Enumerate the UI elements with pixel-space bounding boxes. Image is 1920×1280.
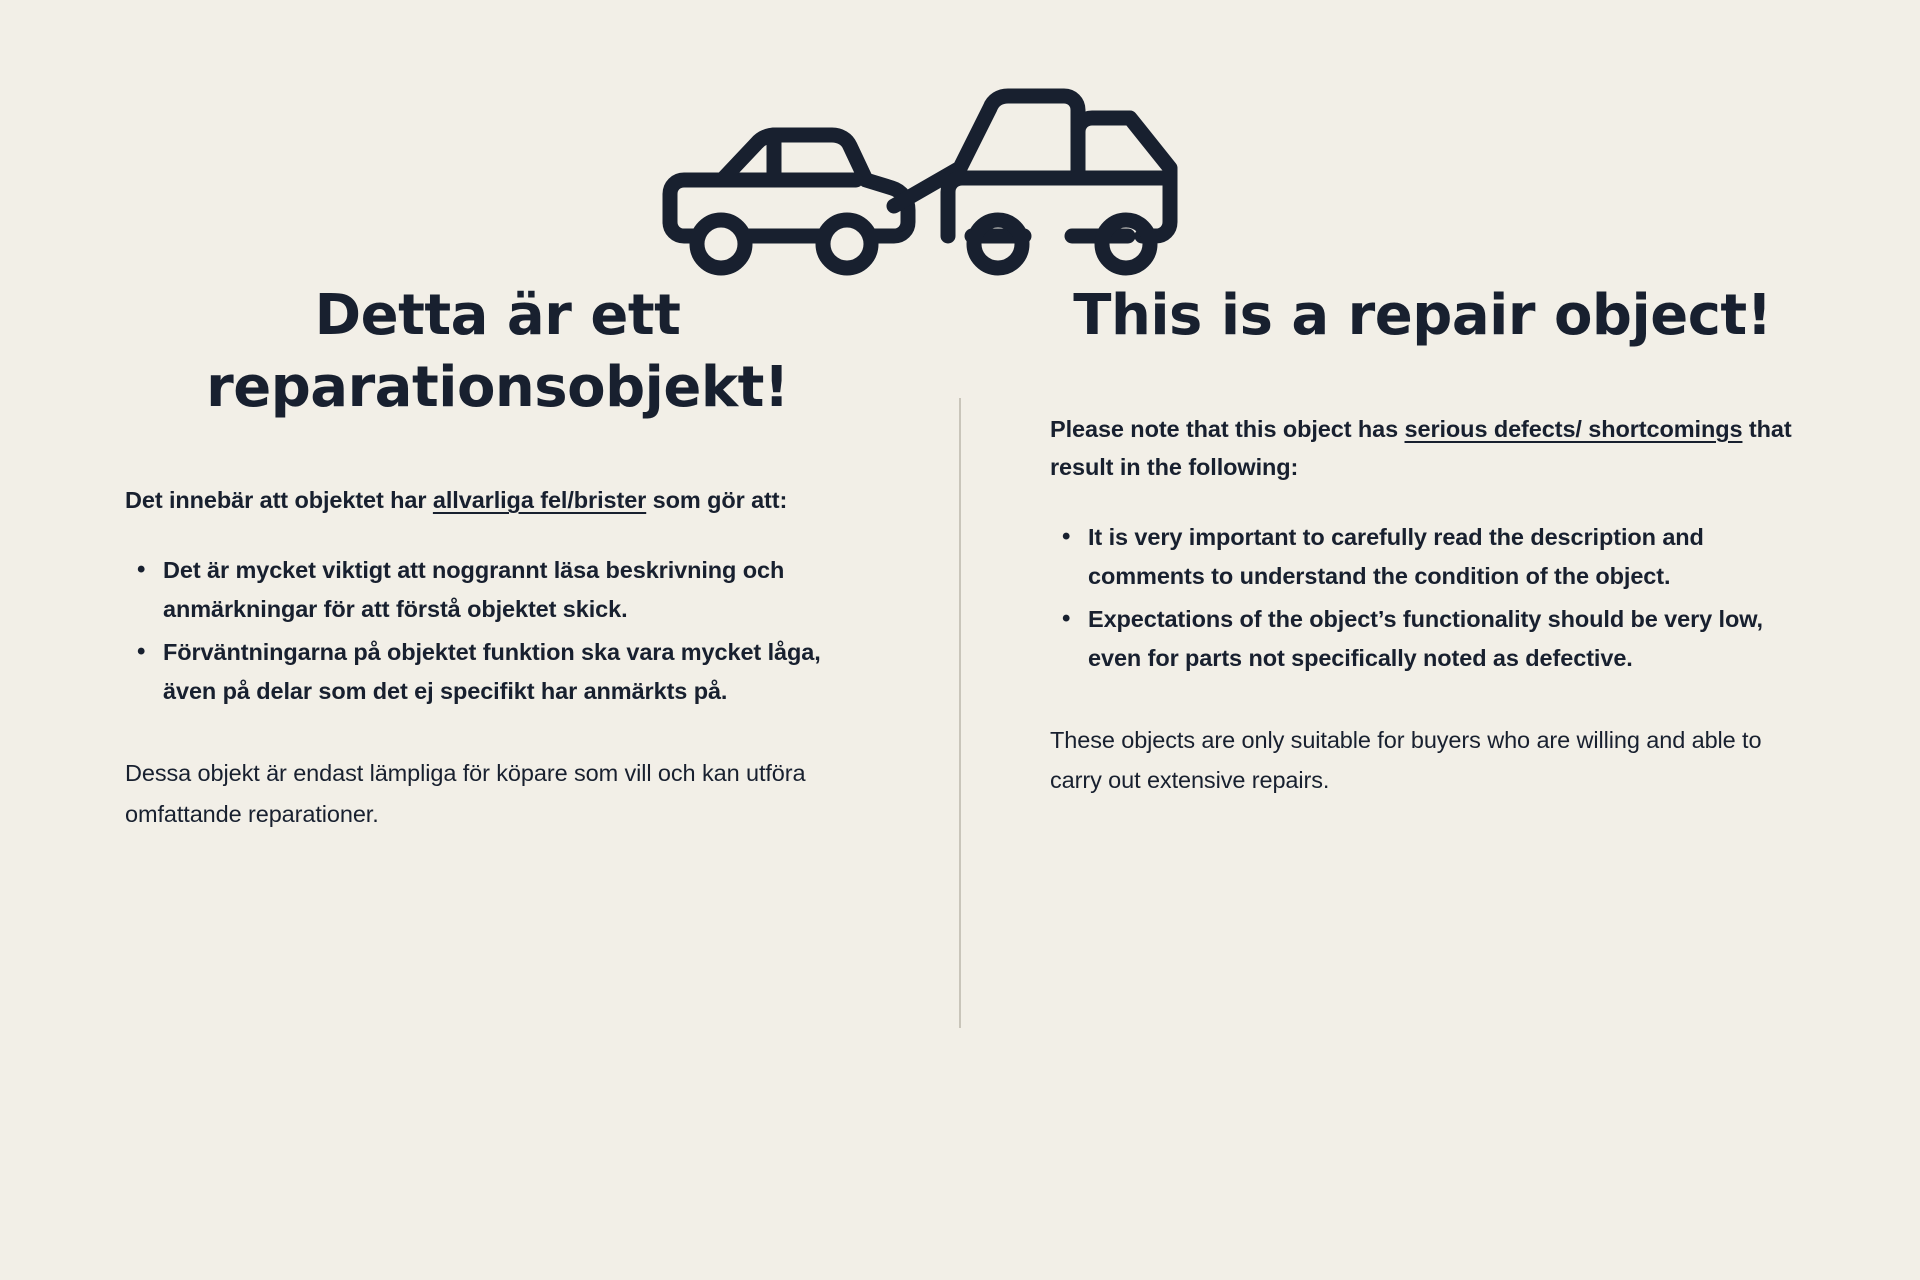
english-lead-after: that result in the following: — [1050, 415, 1792, 480]
tow-truck-towing-car-icon — [660, 72, 1260, 287]
english-title: This is a repair object! — [1073, 283, 1772, 348]
english-bullet-list — [1050, 518, 1795, 678]
column-divider — [959, 398, 961, 1028]
swedish-outro: Dessa objekt är endast lämpliga för köpare som vill och kan utföra omfattande reparationer. — [125, 760, 806, 827]
list-item: • Det är mycket viktigt att noggrannt läsa beskrivning och anmärkningar för att förstå objektet skick. — [163, 551, 870, 629]
english-lead — [1050, 410, 1795, 486]
two-column-content — [0, 280, 1920, 834]
swedish-lead — [125, 481, 870, 519]
english-lead-before: Please note that this object has — [1050, 415, 1405, 442]
list-item: • Förväntningarna på objektet funktion ska vara mycket låga, även på delar som det ej specifikt har anmärkts på. — [163, 633, 870, 711]
swedish-lead-after: som gör att: — [646, 487, 788, 514]
swedish-lead-before: Det innebär att objektet har — [125, 487, 433, 514]
swedish-lead-underlined: allvarliga fel/brister — [432, 487, 647, 514]
english-lead-underlined: serious defects/ shortcomings — [1404, 415, 1743, 442]
illustration-area — [0, 0, 1920, 280]
list-item: • Expectations of the object’s functionality should be very low, even for parts not specifically noted as defective. — [1088, 600, 1795, 678]
list-item: • It is very important to carefully read the description and comments to understand the condition of the object. — [1088, 518, 1795, 596]
swedish-column — [95, 280, 960, 834]
swedish-bullet-list — [125, 551, 870, 711]
english-column — [960, 280, 1825, 834]
swedish-title: Detta är ett reparationsobjekt! — [206, 283, 789, 420]
english-outro: These objects are only suitable for buyers who are willing and able to carry out extensive repairs. — [1050, 726, 1762, 794]
